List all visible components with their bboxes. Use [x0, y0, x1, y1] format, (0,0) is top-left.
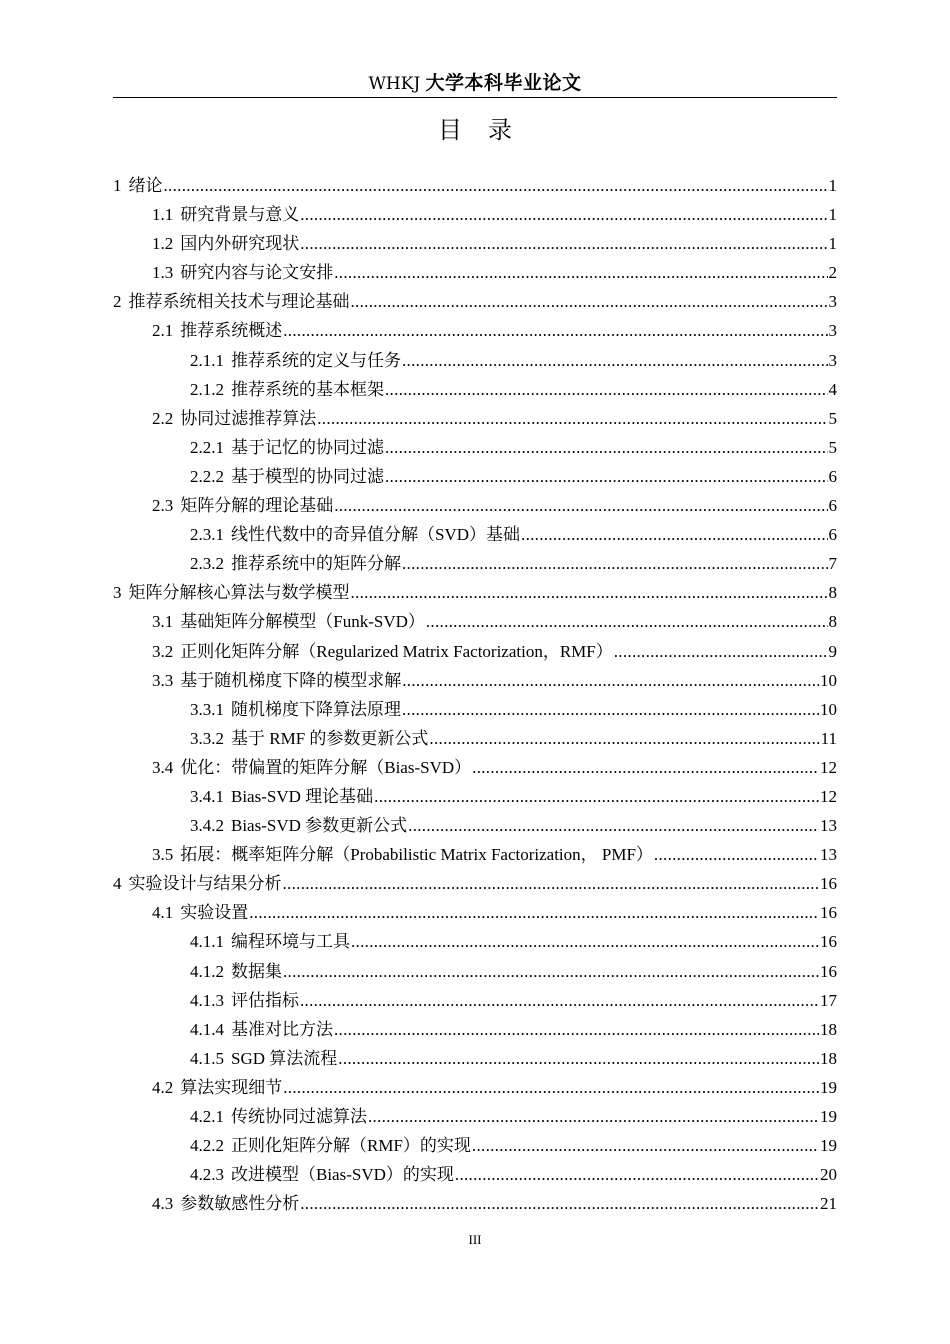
- toc-entry[interactable]: [113, 753, 837, 782]
- toc-dot-leader: [368, 1102, 819, 1131]
- toc-dot-leader: [283, 869, 820, 898]
- toc-entry-label: Bias-SVD 理论基础: [231, 786, 374, 806]
- toc-dot-leader: [426, 607, 828, 636]
- toc-entry[interactable]: [113, 433, 837, 462]
- toc-dot-leader: [300, 229, 827, 258]
- toc-entry-page: 16: [820, 874, 837, 894]
- toc-entry-label: SGD 算法流程: [231, 1048, 338, 1068]
- toc-entry-page: 5: [828, 437, 837, 457]
- toc-entry-label: 推荐系统中的矩阵分解: [231, 554, 401, 574]
- toc-dot-leader: [334, 1015, 819, 1044]
- toc-entry-number: 2.3: [152, 496, 174, 516]
- toc-dot-leader: [351, 578, 828, 607]
- toc-entry-number: 4.2.1: [190, 1107, 224, 1126]
- toc-entry-label: Bias-SVD 参数更新公式: [231, 816, 408, 836]
- toc-dot-leader: [385, 433, 828, 462]
- toc-entry-number: 2.2.2: [190, 466, 224, 486]
- toc-dot-leader: [300, 1189, 819, 1218]
- toc-entry[interactable]: [113, 520, 837, 549]
- toc-entry-number: 3.4: [152, 757, 174, 777]
- toc-entry-number: 1.3: [152, 263, 174, 283]
- toc-entry-page: 17: [820, 990, 837, 1010]
- toc-dot-leader: [374, 782, 819, 811]
- toc-dot-leader: [300, 200, 827, 229]
- toc-entry[interactable]: [113, 404, 837, 433]
- toc-entry[interactable]: [113, 695, 837, 724]
- toc-entry-number: 4: [113, 874, 122, 894]
- toc-entry-number: 2.2: [152, 408, 174, 428]
- toc-entry-number: 1: [113, 176, 122, 195]
- toc-entry-label: 优化：带偏置的矩阵分解（Bias-SVD）: [180, 757, 472, 777]
- toc-entry-label: 推荐系统概述: [180, 321, 283, 341]
- toc-dot-leader: [283, 1073, 819, 1102]
- toc-entry-number: 4.1.2: [190, 961, 224, 981]
- toc-entry[interactable]: [113, 258, 837, 287]
- toc-entry[interactable]: [113, 1160, 837, 1189]
- toc-entry[interactable]: [113, 898, 837, 927]
- toc-entry-page: 16: [820, 961, 837, 981]
- toc-entry-page: 11: [820, 728, 837, 748]
- toc-entry-number: 4.2.3: [190, 1165, 224, 1185]
- toc-entry-label: 基于模型的协同过滤: [231, 466, 384, 486]
- toc-entry[interactable]: [113, 957, 837, 986]
- toc-dot-leader: [283, 316, 827, 345]
- toc-entry-label: 国内外研究现状: [180, 234, 300, 254]
- toc-entry-number: 4.1.3: [190, 990, 224, 1010]
- toc-dot-leader: [351, 927, 819, 956]
- toc-entry-number: 1.1: [152, 205, 174, 225]
- toc-dot-leader: [472, 753, 819, 782]
- toc-entry-label: 改进模型（Bias-SVD）的实现: [231, 1165, 454, 1185]
- toc-entry-page: 19: [820, 1136, 837, 1156]
- toc-dot-leader: [351, 287, 828, 316]
- toc-dot-leader: [402, 549, 828, 578]
- toc-entry-number: 3.2: [152, 641, 174, 661]
- toc-entry-page: 8: [828, 612, 837, 632]
- toc-dot-leader: [472, 1131, 819, 1160]
- toc-entry-page: 3: [828, 292, 837, 312]
- toc-entry-label: 数据集: [231, 961, 282, 981]
- toc-entry-number: 2: [113, 292, 122, 312]
- toc-entry[interactable]: [113, 287, 837, 316]
- toc-entry-number: 4.2: [152, 1077, 174, 1097]
- toc-entry-number: 3.1: [152, 612, 174, 632]
- toc-entry-number: 3.4.2: [190, 816, 224, 836]
- toc-dot-leader: [164, 171, 828, 200]
- toc-entry[interactable]: [113, 782, 837, 811]
- running-header-text: [368, 73, 581, 94]
- toc-entry-label: 推荐系统的基本框架: [231, 379, 384, 399]
- header-document-type: 大学本科毕业论文: [425, 72, 582, 94]
- toc-dot-leader: [654, 840, 819, 869]
- toc-entry[interactable]: [113, 578, 837, 607]
- toc-dot-leader: [408, 811, 819, 840]
- toc-entry-page: 18: [820, 1048, 837, 1068]
- toc-entry[interactable]: [113, 927, 837, 956]
- toc-entry-page: 16: [820, 932, 837, 952]
- toc-entry-label: 推荐系统的定义与任务: [231, 350, 401, 370]
- toc-dot-leader: [283, 957, 819, 986]
- toc-entry-label: 基础矩阵分解模型（Funk-SVD）: [180, 612, 425, 632]
- toc-entry-page: 3: [828, 350, 837, 370]
- toc-entry-number: 2.3.2: [190, 554, 224, 574]
- toc-entry-page: 16: [820, 903, 837, 923]
- toc-entry-label: 推荐系统相关技术与理论基础: [128, 292, 350, 312]
- toc-entry-number: 4.1.5: [190, 1048, 224, 1068]
- running-header: [113, 70, 837, 98]
- toc-entry-page: 8: [828, 583, 837, 603]
- toc-dot-leader: [402, 666, 819, 695]
- toc-entry-label: 实验设置: [180, 903, 249, 923]
- toc-entry-page: 10: [820, 670, 837, 690]
- toc-entry[interactable]: [113, 1189, 837, 1218]
- toc-entry-label: 参数敏感性分析: [180, 1194, 300, 1214]
- toc-entry-label: 拓展：概率矩阵分解（Probabilistic Matrix Factorization， PMF）: [180, 845, 653, 865]
- toc-entry-number: 2.1: [152, 321, 174, 341]
- toc-entry-page: 5: [828, 408, 837, 428]
- toc-entry[interactable]: [113, 171, 837, 200]
- toc-entry-label: 正则化矩阵分解（Regularized Matrix Factorization，RMF）: [180, 641, 613, 661]
- toc-entry-number: 4.1.4: [190, 1019, 224, 1039]
- header-institution-code: WHKJ: [368, 74, 421, 94]
- toc-entry-number: 4.2.2: [190, 1136, 224, 1156]
- page-title: 目录: [438, 116, 538, 144]
- toc-entry[interactable]: [113, 375, 837, 404]
- toc-dot-leader: [455, 1160, 819, 1189]
- toc-entry-page: 21: [820, 1194, 837, 1214]
- toc-dot-leader: [385, 462, 828, 491]
- toc-entry-number: 3.4.1: [190, 786, 224, 806]
- toc-entry[interactable]: [113, 1044, 837, 1073]
- toc-dot-leader: [521, 520, 827, 549]
- toc-entry-number: 4.3: [152, 1194, 174, 1214]
- toc-entry-number: 3.3.2: [190, 728, 224, 748]
- toc-entry[interactable]: [113, 637, 837, 666]
- toc-entry-number: 4.1: [152, 903, 174, 923]
- toc-entry-page: 19: [820, 1077, 837, 1097]
- toc-entry-number: 2.1.1: [190, 350, 224, 370]
- toc-dot-leader: [334, 491, 827, 520]
- toc-entry-label: 基准对比方法: [231, 1019, 333, 1039]
- toc-entry-label: 随机梯度下降算法原理: [231, 699, 401, 719]
- toc-entry-label: 算法实现细节: [180, 1077, 283, 1097]
- toc-entry-page: 13: [820, 845, 837, 865]
- toc-entry-number: 2.3.1: [190, 525, 224, 545]
- page-number: III: [468, 1232, 482, 1247]
- toc-entry-number: 4.1.1: [190, 932, 224, 952]
- toc-entry-page: 1: [828, 234, 837, 254]
- toc-entry-label: 评估指标: [231, 990, 299, 1010]
- toc-entry[interactable]: [113, 316, 837, 345]
- toc-entry-page: 19: [820, 1107, 837, 1126]
- toc-dot-leader: [385, 375, 828, 404]
- toc-dot-leader: [249, 898, 819, 927]
- toc-entry-page: 18: [820, 1019, 837, 1039]
- toc-entry-page: 4: [828, 379, 837, 399]
- toc-dot-leader: [338, 1044, 819, 1073]
- toc-entry-page: 20: [820, 1165, 837, 1185]
- toc-entry-page: 3: [828, 321, 837, 341]
- toc-entry[interactable]: [113, 724, 837, 753]
- toc-entry[interactable]: [113, 607, 837, 636]
- toc-entry[interactable]: [113, 346, 837, 375]
- toc-entry-page: 1: [828, 176, 837, 195]
- toc-entry-page: 9: [828, 641, 837, 661]
- toc-entry-page: 13: [820, 816, 837, 836]
- toc-entry-page: 6: [828, 496, 837, 516]
- toc-entry-label: 矩阵分解的理论基础: [180, 496, 334, 516]
- toc-dot-leader: [300, 986, 819, 1015]
- toc-entry[interactable]: [113, 200, 837, 229]
- toc-entry-label: 线性代数中的奇异值分解（SVD）基础: [231, 525, 521, 545]
- toc-entry[interactable]: [113, 229, 837, 258]
- toc-dot-leader: [614, 637, 828, 666]
- toc-entry-label: 研究背景与意义: [180, 205, 300, 225]
- toc-dot-leader: [317, 404, 827, 433]
- toc-entry-page: 1: [828, 205, 837, 225]
- toc-entry-label: 实验设计与结果分析: [128, 874, 282, 894]
- toc-entry-label: 矩阵分解核心算法与数学模型: [128, 583, 350, 603]
- toc-entry-number: 1.2: [152, 234, 174, 254]
- toc-entry[interactable]: [113, 549, 837, 578]
- toc-entry-label: 研究内容与论文安排: [180, 263, 334, 283]
- toc-entry[interactable]: [113, 491, 837, 520]
- toc-entry[interactable]: [113, 1015, 837, 1044]
- toc-entry[interactable]: [113, 986, 837, 1015]
- toc-entry[interactable]: [113, 869, 837, 898]
- toc-entry-label: 编程环境与工具: [231, 932, 350, 952]
- toc-entry-page: 12: [820, 757, 837, 777]
- toc-entry-label: 基于随机梯度下降的模型求解: [180, 670, 402, 690]
- toc-dot-leader: [429, 724, 819, 753]
- toc-entry-page: 12: [820, 786, 837, 806]
- toc-entry-page: 7: [828, 554, 837, 574]
- toc-entry-label: 基于记忆的协同过滤: [231, 437, 384, 457]
- toc-dot-leader: [402, 695, 819, 724]
- toc-entry-page: 6: [828, 466, 837, 486]
- toc-entry-page: 10: [820, 699, 837, 719]
- toc-entry[interactable]: [113, 1073, 837, 1102]
- toc-entry-number: 3.3.1: [190, 699, 224, 719]
- toc-entry[interactable]: [113, 462, 837, 491]
- table-of-contents: [113, 171, 837, 1218]
- toc-dot-leader: [334, 258, 827, 287]
- toc-dot-leader: [402, 346, 828, 375]
- toc-entry-number: 3.3: [152, 670, 174, 690]
- toc-entry-label: 传统协同过滤算法: [231, 1107, 367, 1126]
- toc-entry[interactable]: [113, 1102, 837, 1131]
- toc-entry-label: 协同过滤推荐算法: [180, 408, 317, 428]
- toc-entry-number: 3: [113, 583, 122, 603]
- toc-entry-label: 绪论: [128, 176, 163, 195]
- toc-entry[interactable]: [113, 1131, 837, 1160]
- toc-entry-number: 2.1.2: [190, 379, 224, 399]
- toc-entry-page: 2: [828, 263, 837, 283]
- toc-entry-label: 正则化矩阵分解（RMF）的实现: [231, 1136, 471, 1156]
- toc-entry-number: 2.2.1: [190, 437, 224, 457]
- toc-entry[interactable]: [113, 666, 837, 695]
- toc-entry-page: 6: [828, 525, 837, 545]
- toc-entry-number: 3.5: [152, 845, 174, 865]
- toc-entry[interactable]: [113, 840, 837, 869]
- toc-entry-label: 基于 RMF 的参数更新公式: [231, 728, 429, 748]
- toc-entry[interactable]: [113, 811, 837, 840]
